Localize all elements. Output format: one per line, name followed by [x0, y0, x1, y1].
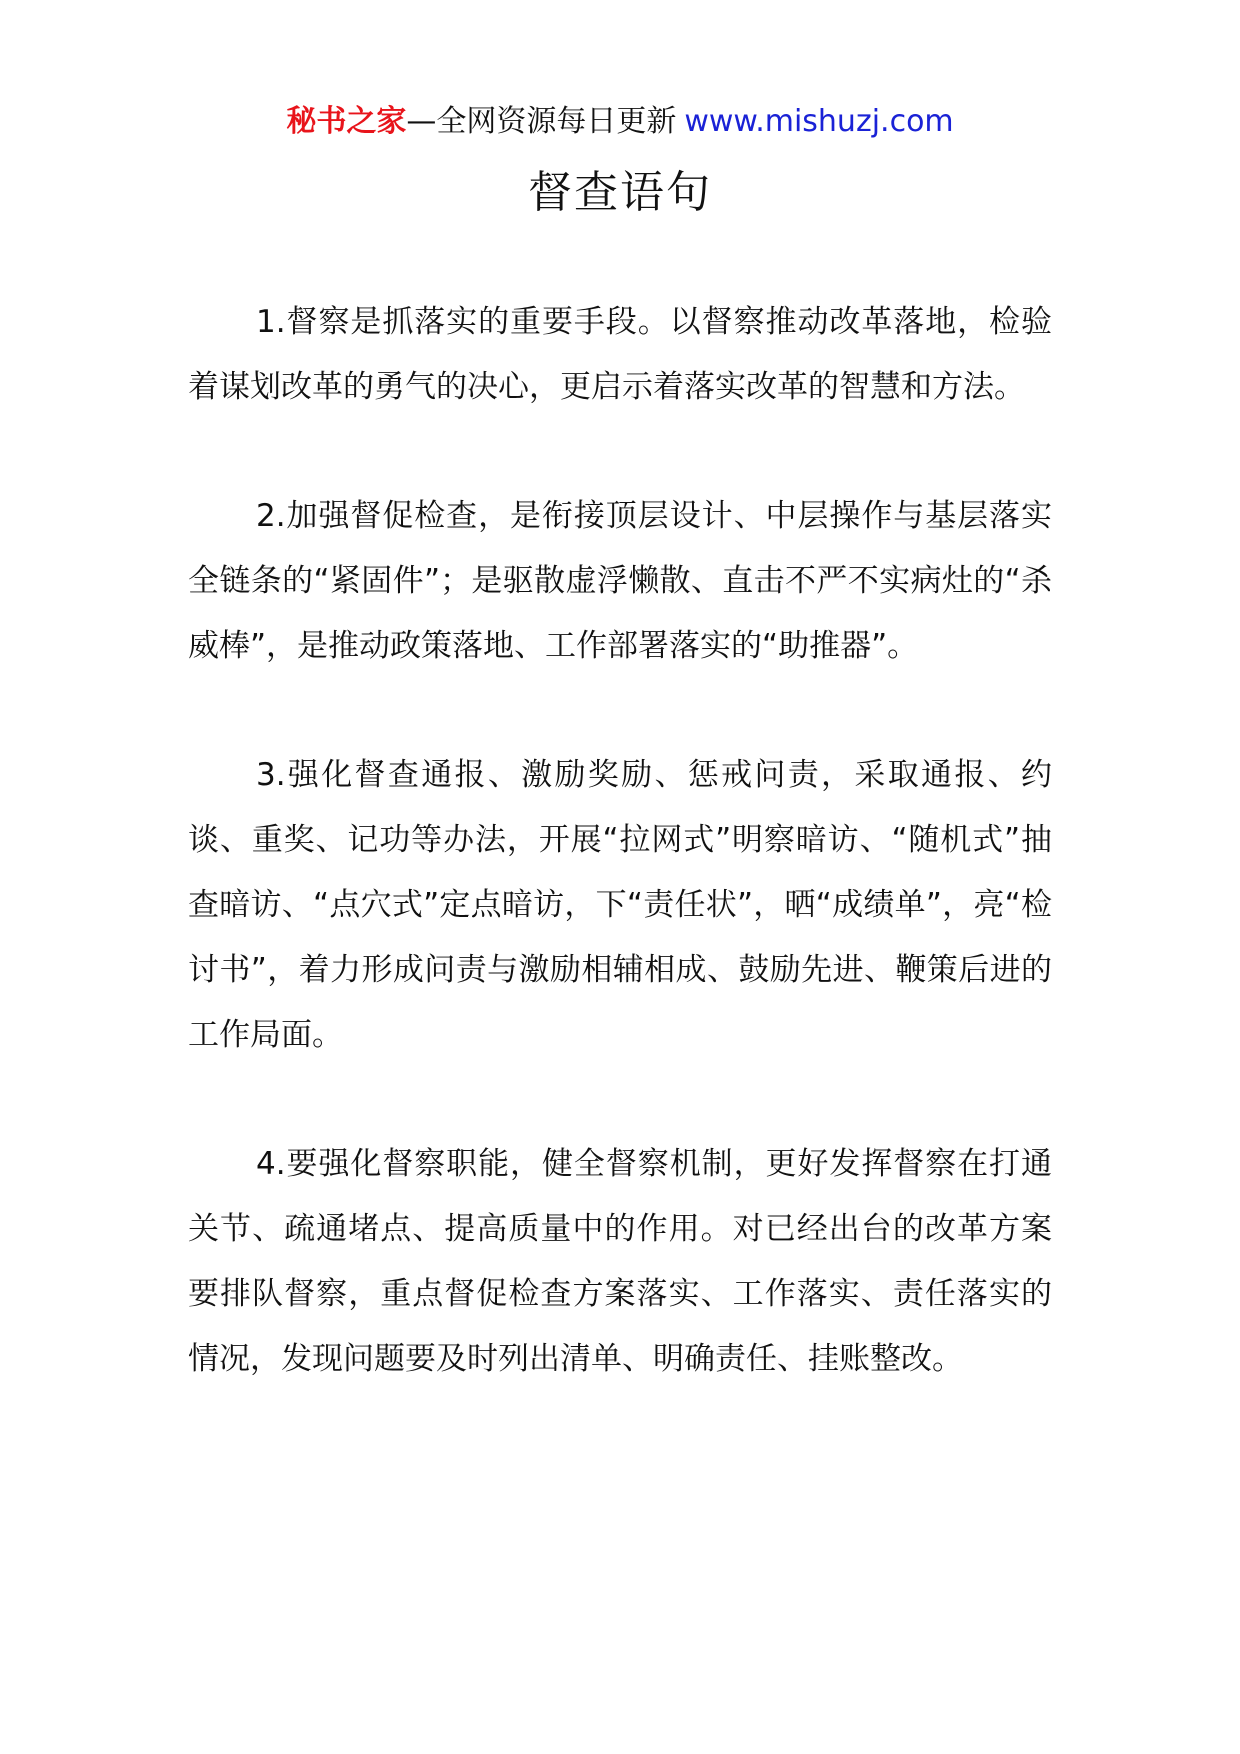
site-slogan: —全网资源每日更新	[406, 104, 677, 139]
document-body	[188, 290, 1052, 1392]
paragraph-1: 1.督察是抓落实的重要手段。以督察推动改革落地，检验着谋划改革的勇气的决心，更启示着落实改革的智慧和方法。	[188, 304, 1052, 405]
site-brand: 秘书之家	[286, 104, 407, 139]
paragraph-3: 3.强化督查通报、激励奖励、惩戒问责，采取通报、约谈、重奖、记功等办法，开展“拉网式”明察暗访、“随机式”抽查暗访、“点穴式”定点暗访，下“责任状”，晒“成绩单”，亮“检讨书”，着力形成问责与激励相辅相成、鼓励先进、鞭策后进的工作局面。	[188, 757, 1052, 1053]
site-header	[0, 100, 1240, 144]
paragraph-2: 2.加强督促检查，是衔接顶层设计、中层操作与基层落实全链条的“紧固件”；是驱散虚浮懒散、直击不严不实病灶的“杀威棒”，是推动政策落地、工作部署落实的“助推器”。	[188, 498, 1052, 664]
site-url-link[interactable]: www.mishuzj.com	[684, 104, 954, 139]
paragraph-4: 4.要强化督察职能，健全督察机制，更好发挥督察在打通关节、疏通堵点、提高质量中的作用。对已经出台的改革方案要排队督察，重点督促检查方案落实、工作落实、责任落实的情况，发现问题要及时列出清单、明确责任、挂账整改。	[188, 1146, 1052, 1377]
document-title: 督查语句	[528, 167, 712, 218]
